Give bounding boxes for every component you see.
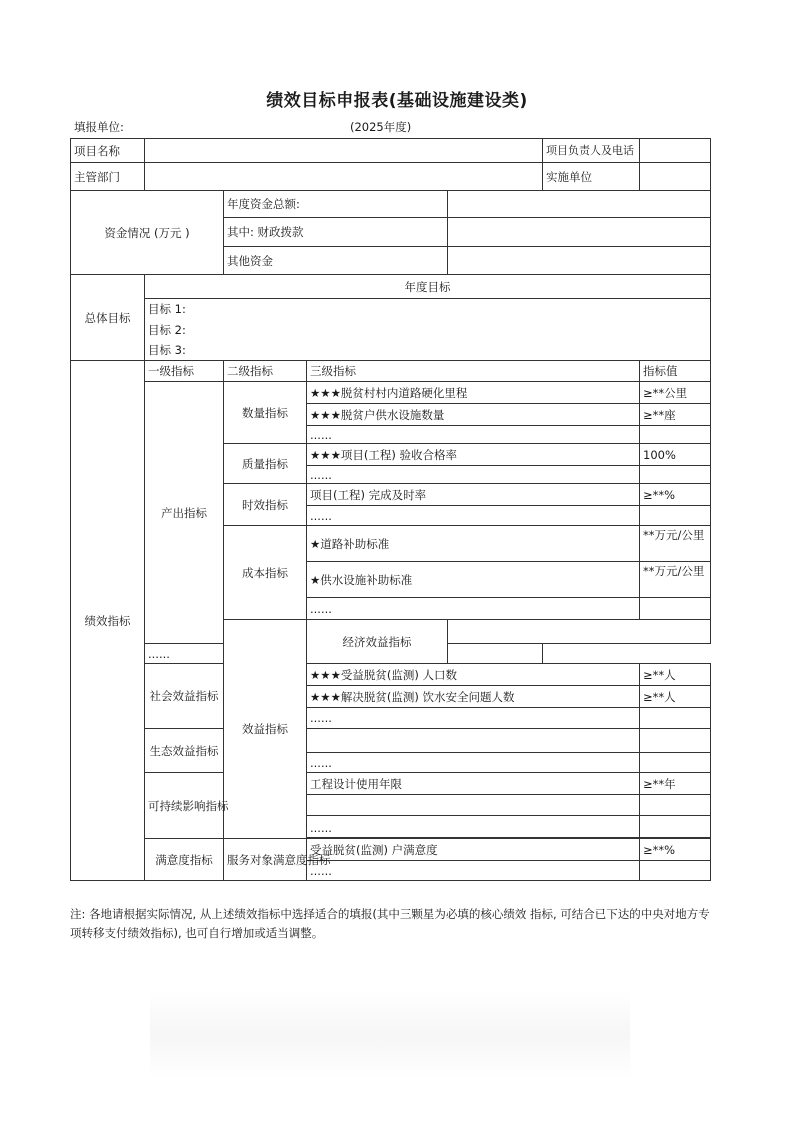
funds-fiscal-value[interactable]	[448, 218, 711, 247]
funds-fiscal-label: 其中: 财政拨款	[224, 218, 448, 247]
indicator-item-empty[interactable]	[307, 729, 640, 753]
social-indicator-label: 社会效益指标	[145, 664, 224, 729]
project-leader-label: 项目负责人及电话	[543, 139, 640, 163]
implementer-value[interactable]	[640, 163, 711, 191]
project-leader-value[interactable]	[640, 139, 711, 163]
quality-indicator-label: 质量指标	[224, 444, 307, 484]
indicator-item: ★★★项目(工程) 验收合格率	[307, 444, 640, 466]
benefit-indicator-label: 效益指标	[224, 620, 307, 839]
level1-header: 一级指标	[145, 361, 224, 382]
level3-header: 三级指标	[307, 361, 640, 382]
indicator-item: ★★★受益脱贫(监测) 人口数	[307, 664, 640, 686]
performance-goal-form	[70, 138, 711, 881]
indicator-value-empty[interactable]	[640, 753, 711, 773]
goal-2[interactable]: 目标 2:	[145, 320, 711, 341]
indicator-item: ★★★脱贫村村内道路硬化里程	[307, 382, 640, 404]
ellipsis-row: ......	[307, 598, 640, 620]
indicator-value: ≥**座	[640, 404, 711, 426]
funds-other-value[interactable]	[448, 247, 711, 275]
indicator-value-empty[interactable]	[448, 644, 543, 664]
ellipsis-row: ......	[145, 644, 448, 664]
indicator-value: ≥**公里	[640, 382, 711, 404]
indicator-value-empty[interactable]	[640, 708, 711, 729]
indicator-item: 项目(工程) 完成及时率	[307, 484, 640, 506]
indicator-value: **万元/公里	[640, 562, 711, 598]
indicator-value: ≥**%	[640, 839, 711, 861]
quantity-indicator-label: 数量指标	[224, 382, 307, 444]
indicator-value-empty[interactable]	[640, 861, 711, 881]
service-satisfaction-label: 服务对象满意度指标	[224, 839, 307, 881]
faint-background-stain	[150, 990, 630, 1080]
indicator-value: ≥**年	[640, 773, 711, 795]
annual-goal-header: 年度目标	[145, 275, 711, 299]
ellipsis-row: ......	[307, 466, 640, 484]
indicator-value-empty[interactable]	[640, 506, 711, 526]
indicator-value-empty[interactable]	[640, 466, 711, 484]
ellipsis-row: ......	[307, 708, 640, 729]
cost-indicator-label: 成本指标	[224, 526, 307, 620]
indicator-item: 受益脱贫(监测) 户满意度	[307, 839, 640, 861]
ecological-indicator-label: 生态效益指标	[145, 729, 224, 773]
indicator-value: 100%	[640, 444, 711, 466]
indicator-item-empty[interactable]	[448, 620, 711, 644]
supervisor-label: 主管部门	[71, 163, 145, 191]
funds-other-label: 其他资金	[224, 247, 448, 275]
footnote: 注: 各地请根据实际情况, 从上述绩效指标中选择适合的填报(其中三颗星为必填的核心绩效 指标, 可结合已下达的中央对地方专项转移支付绩效指标), 也可自行增加或适当调整。	[70, 907, 710, 940]
indicator-item-empty[interactable]	[307, 795, 640, 816]
indicator-item: 工程设计使用年限	[307, 773, 640, 795]
sustainable-indicator-label: 可持续影响指标	[145, 773, 224, 839]
supervisor-value[interactable]	[145, 163, 543, 191]
perf-indicator-label: 绩效指标	[71, 361, 145, 881]
ellipsis-row: ......	[307, 861, 640, 881]
indicator-item: ★道路补助标准	[307, 526, 640, 562]
output-indicator-label: 产出指标	[145, 382, 224, 644]
funds-total-label: 年度资金总额:	[224, 191, 448, 218]
indicator-value-empty[interactable]	[640, 820, 711, 838]
economic-indicator-label: 经济效益指标	[307, 620, 448, 664]
indicator-value-empty[interactable]	[640, 795, 711, 816]
indicator-value-empty[interactable]	[640, 426, 711, 444]
overall-goal-label: 总体目标	[71, 275, 145, 361]
level2-header: 二级指标	[224, 361, 307, 382]
goal-1[interactable]: 目标 1:	[145, 299, 711, 320]
fill-unit-label: 填报单位:	[74, 120, 124, 134]
implementer-label: 实施单位	[543, 163, 640, 191]
indicator-item: ★供水设施补助标准	[307, 562, 640, 598]
indicator-value-empty[interactable]	[640, 729, 711, 753]
funds-total-value[interactable]	[448, 191, 711, 218]
indicator-value: ≥**人	[640, 686, 711, 708]
year-label: (2025年度)	[350, 120, 412, 134]
timeliness-indicator-label: 时效指标	[224, 484, 307, 526]
goal-3[interactable]: 目标 3:	[145, 341, 711, 361]
ellipsis-row: ......	[307, 820, 640, 838]
ellipsis-row: ......	[307, 753, 640, 773]
page-title: 绩效目标申报表(基础设施建设类)	[266, 91, 528, 111]
indicator-value: ≥**人	[640, 664, 711, 686]
indicator-value: **万元/公里	[640, 526, 711, 562]
indicator-value-empty[interactable]	[640, 598, 711, 620]
indicator-value: ≥**%	[640, 484, 711, 506]
indicator-item: ★★★脱贫户供水设施数量	[307, 404, 640, 426]
funds-label: 资金情况 (万元 )	[71, 191, 224, 275]
satisfaction-indicator-label: 满意度指标	[145, 839, 224, 881]
indicator-item: ★★★解决脱贫(监测) 饮水安全问题人数	[307, 686, 640, 708]
ellipsis-row: ......	[307, 426, 640, 444]
value-header: 指标值	[640, 361, 711, 382]
project-name-label: 项目名称	[71, 139, 145, 163]
project-name-value[interactable]	[145, 139, 543, 163]
ellipsis-row: ......	[307, 506, 640, 526]
